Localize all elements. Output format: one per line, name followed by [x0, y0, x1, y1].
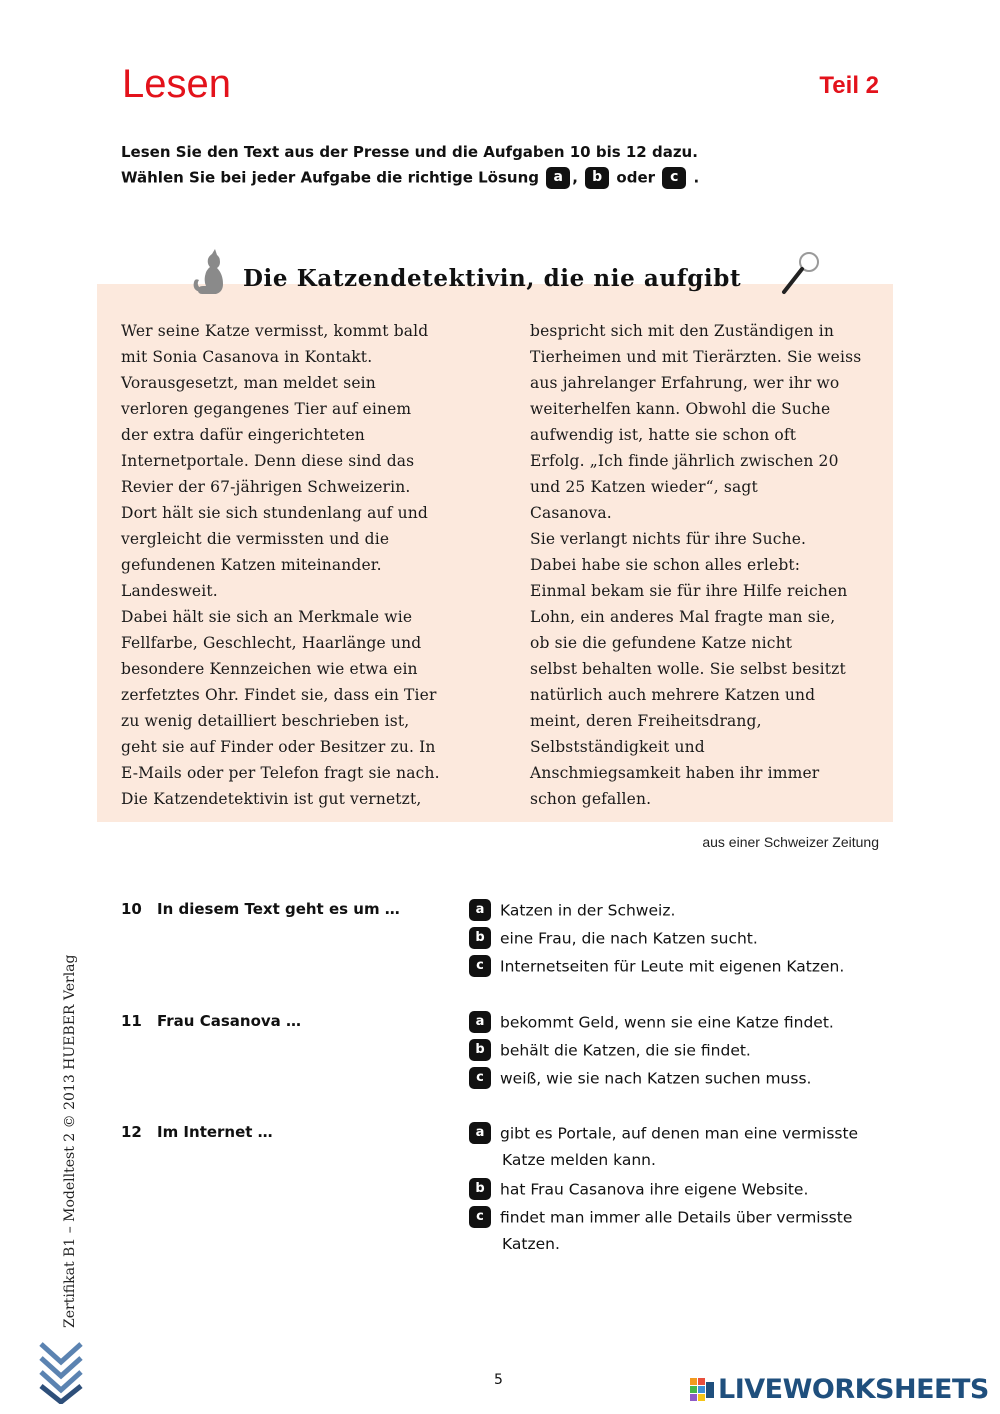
- article-line: meint, deren Freiheitsdrang,: [530, 712, 762, 730]
- article-line: zu wenig detailliert beschrieben ist,: [121, 712, 410, 730]
- article-line: Die Katzendetektivin ist gut vernetzt,: [121, 790, 422, 808]
- question-text: Frau Casanova …: [157, 1012, 301, 1030]
- question-number: 12: [121, 1123, 142, 1141]
- article-line: Selbstständigkeit und: [530, 738, 705, 756]
- option-badge-c: c: [469, 1206, 491, 1228]
- article-line: Dort hält sie sich stundenlang auf und: [121, 504, 428, 522]
- article-line: Dabei hält sie sich an Merkmale wie: [121, 608, 413, 626]
- page-number: 5: [494, 1372, 503, 1388]
- article-line: selbst behalten wolle. Sie selbst besitzt: [530, 660, 846, 678]
- article-line: besondere Kennzeichen wie etwa ein: [121, 660, 418, 678]
- article-line: Wer seine Katze vermisst, kommt bald: [121, 322, 429, 340]
- answer-option-a[interactable]: [469, 1012, 834, 1034]
- article-line: vergleicht die vermissten und die: [121, 530, 390, 548]
- article-line: Anschmiegsamkeit haben ihr immer: [530, 764, 820, 782]
- option-text: hat Frau Casanova ihre eigene Website.: [500, 1180, 809, 1199]
- option-badge-a: a: [469, 899, 491, 921]
- magnifier-icon: [780, 250, 822, 296]
- article-line: Lohn, ein anderes Mal fragte man sie,: [530, 608, 836, 626]
- option-text: findet man immer alle Details über vermisste: [500, 1208, 853, 1227]
- article-line: weiterhelfen kann. Obwohl die Suche: [530, 400, 831, 418]
- badge-c: c: [662, 167, 686, 189]
- answer-option-a[interactable]: [469, 900, 675, 922]
- article-line: aus jahrelanger Erfahrung, wer ihr wo: [530, 374, 840, 392]
- instruction-period: .: [693, 168, 700, 187]
- option-text: Internetseiten für Leute mit eigenen Katzen.: [500, 957, 845, 976]
- option-text: weiß, wie sie nach Katzen suchen muss.: [500, 1069, 812, 1088]
- option-text-continuation: Katzen.: [502, 1235, 560, 1253]
- option-text: gibt es Portale, auf denen man eine vermisste: [500, 1124, 859, 1143]
- article-title: Die Katzendetektivin, die nie aufgibt: [243, 265, 742, 292]
- article-line: Tierheimen und mit Tierärzten. Sie weiss: [530, 348, 862, 366]
- badge-a: a: [546, 167, 570, 189]
- article-line: Revier der 67-jährigen Schweizerin.: [121, 478, 411, 496]
- answer-option-c[interactable]: [469, 1068, 811, 1090]
- answer-option-a[interactable]: [469, 1123, 858, 1145]
- question-number: 11: [121, 1012, 142, 1030]
- liveworksheets-brand: LIVEWORKSHEETS: [718, 1374, 989, 1405]
- option-text: bekommt Geld, wenn sie eine Katze findet.: [500, 1013, 834, 1032]
- instruction-line-1: Lesen Sie den Text aus der Presse und die Aufgaben 10 bis 12 dazu.: [121, 143, 698, 161]
- answer-option-b[interactable]: [469, 1179, 808, 1201]
- option-badge-c: c: [469, 1067, 491, 1089]
- article-line: E-Mails oder per Telefon fragt sie nach.: [121, 764, 440, 782]
- article-line: zerfetztes Ohr. Findet sie, dass ein Tier: [121, 686, 437, 704]
- option-badge-c: c: [469, 955, 491, 977]
- article-column-1: [121, 318, 476, 812]
- article-line: Fellfarbe, Geschlecht, Haarlänge und: [121, 634, 422, 652]
- option-text: Katzen in der Schweiz.: [500, 901, 676, 920]
- option-badge-a: a: [469, 1011, 491, 1033]
- article-line: bespricht sich mit den Zuständigen in: [530, 322, 835, 340]
- instruction-prefix: Wählen Sie bei jeder Aufgabe die richtige Lösung: [121, 168, 540, 187]
- article-line: Landesweit.: [121, 582, 218, 600]
- instruction-oder: oder: [616, 168, 656, 187]
- article-line: aufwendig ist, hatte sie schon oft: [530, 426, 797, 444]
- part-label: Teil 2: [819, 72, 879, 99]
- side-copyright: Zertifikat B1 – Modelltest 2 © 2013 HUEBER Verlag: [62, 954, 78, 1328]
- article-line: Internetportale. Denn diese sind das: [121, 452, 415, 470]
- cat-icon: [190, 248, 234, 296]
- article-line: geht sie auf Finder oder Besitzer zu. In: [121, 738, 436, 756]
- question-text: Im Internet …: [157, 1123, 273, 1141]
- option-text: behält die Katzen, die sie findet.: [500, 1041, 751, 1060]
- article-line: Casanova.: [530, 504, 612, 522]
- option-badge-b: b: [469, 927, 491, 949]
- article-line: gefundenen Katzen miteinander.: [121, 556, 382, 574]
- option-text: eine Frau, die nach Katzen sucht.: [500, 929, 758, 948]
- article-line: Sie verlangt nichts für ihre Suche.: [530, 530, 807, 548]
- option-badge-b: b: [469, 1039, 491, 1061]
- article-line: ob sie die gefundene Katze nicht: [530, 634, 793, 652]
- article-line: Vorausgesetzt, man meldet sein: [121, 374, 376, 392]
- question-number: 10: [121, 900, 142, 918]
- question-text: In diesem Text geht es um …: [157, 900, 400, 918]
- hueber-chevron-icon: [39, 1340, 83, 1404]
- option-text-continuation: Katze melden kann.: [502, 1151, 656, 1169]
- page-title: Lesen: [122, 62, 231, 106]
- article-line: mit Sonia Casanova in Kontakt.: [121, 348, 373, 366]
- article-line: Dabei habe sie schon alles erlebt:: [530, 556, 801, 574]
- option-badge-a: a: [469, 1122, 491, 1144]
- article-line: verloren gegangenes Tier auf einem: [121, 400, 412, 418]
- answer-option-c[interactable]: [469, 1207, 852, 1229]
- article-line: und 25 Katzen wieder“, sagt: [530, 478, 758, 496]
- answer-option-b[interactable]: [469, 1040, 751, 1062]
- instruction-line-2: [121, 167, 699, 189]
- answer-option-c[interactable]: [469, 956, 844, 978]
- article-line: schon gefallen.: [530, 790, 652, 808]
- answer-option-b[interactable]: [469, 928, 758, 950]
- badge-b: b: [585, 167, 609, 189]
- article-line: Erfolg. „Ich finde jährlich zwischen 20: [530, 452, 839, 470]
- article-source: aus einer Schweizer Zeitung: [702, 834, 879, 850]
- article-line: natürlich auch mehrere Katzen und: [530, 686, 816, 704]
- article-line: Einmal bekam sie für ihre Hilfe reichen: [530, 582, 848, 600]
- article-line: der extra dafür eingerichteten: [121, 426, 365, 444]
- option-badge-b: b: [469, 1178, 491, 1200]
- instruction-comma: ,: [572, 168, 578, 187]
- article-column-2: [530, 318, 885, 812]
- liveworksheets-logo-icon: [690, 1378, 716, 1402]
